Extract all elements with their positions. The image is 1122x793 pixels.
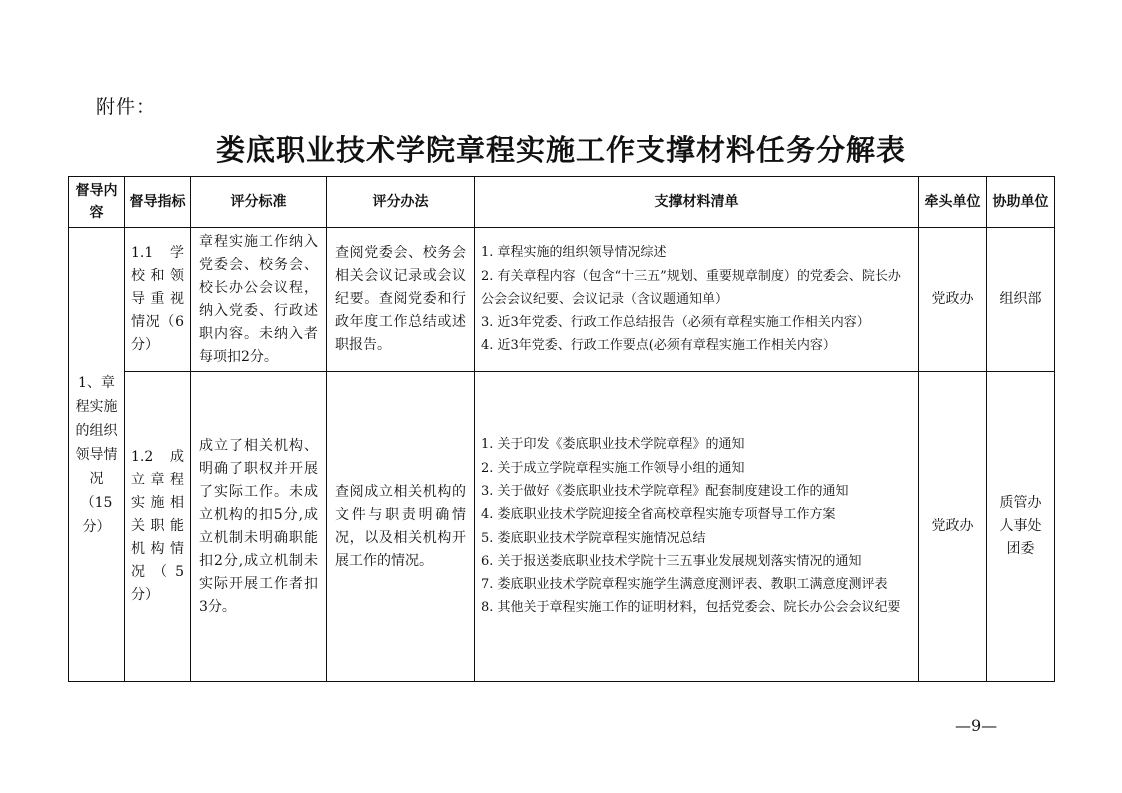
page-number: —9— [955,716,998,735]
list-item: 3. 关于做好《娄底职业技术学院章程》配套制度建设工作的通知 [481,483,849,499]
attachment-label: 附件： [96,96,157,118]
table-row [69,372,1055,682]
list-item: 7. 娄底职业技术学院章程实施学生满意度测评表、教职工满意度测评表 [481,577,888,593]
method-cell: 查阅成立相关机构的文件与职责明确情况，以及相关机构开展工作的情况。 [327,372,475,682]
list-item: 1. 章程实施的组织领导情况综述 [481,245,667,261]
list-item: 4. 近3年党委、行政工作要点(必须有章程实施工作相关内容） [481,338,836,354]
header-lead-unit: 牵头单位 [919,177,987,228]
list-item: 2. 关于成立学院章程实施工作领导小组的通知 [481,460,745,476]
table-row [69,228,1055,372]
category-cell: 1、章程实施的组织领导情况（15分） [69,228,125,682]
indicator-cell: 1.2 成立章程实施相关职能机构情况（5分） [125,372,191,682]
standard-cell: 成立了相关机构、明确了职权并开展了实际工作。未成立机构的扣5分,成立机制未明确职能扣2分,成立机制未实际开展工作者扣3分。 [191,372,327,682]
header-supervision-content: 督导内容 [69,177,125,228]
document-title: 娄底职业技术学院章程实施工作支撑材料任务分解表 [215,133,906,167]
header-scoring-method: 评分办法 [327,177,475,228]
list-item: 1. 关于印发《娄底职业技术学院章程》的通知 [481,437,745,453]
header-materials-list: 支撑材料清单 [475,177,919,228]
table-header-row [69,177,1055,228]
header-assist-unit: 协助单位 [987,177,1055,228]
list-item: 6. 关于报送娄底职业技术学院十三五事业发展规划落实情况的通知 [481,553,862,569]
assist-unit-cell: 组织部 [987,228,1055,372]
indicator-cell: 1.1 学校和领导重视情况（6分） [125,228,191,372]
lead-unit-cell: 党政办 [919,372,987,682]
list-item: 5. 娄底职业技术学院章程实施情况总结 [481,530,706,546]
materials-cell [475,228,919,372]
list-item: 4. 娄底职业技术学院迎接全省高校章程实施专项督导工作方案 [481,507,836,523]
task-breakdown-table [68,176,1055,682]
standard-cell: 章程实施工作纳入党委会、校务会、校长办公会议程，纳入党委、行政述职内容。未纳入者每项扣2分。 [191,228,327,372]
list-item: 8. 其他关于章程实施工作的证明材料，包括党委会、院长办公会会议纪要 [481,600,901,616]
lead-unit-cell: 党政办 [919,228,987,372]
assist-unit-cell: 质管办 人事处 团委 [987,372,1055,682]
header-scoring-standard: 评分标准 [191,177,327,228]
list-item: 2. 有关章程内容（包含“十三五”规划、重要规章制度）的党委会、院长办公会会议纪要、会议记录（含议题通知单） [481,268,901,307]
list-item: 3. 近3年党委、行政工作总结报告（必须有章程实施工作相关内容） [481,315,870,331]
materials-cell [475,372,919,682]
header-supervision-indicator: 督导指标 [125,177,191,228]
method-cell: 查阅党委会、校务会相关会议记录或会议纪要。查阅党委和行政年度工作总结或述职报告。 [327,228,475,372]
